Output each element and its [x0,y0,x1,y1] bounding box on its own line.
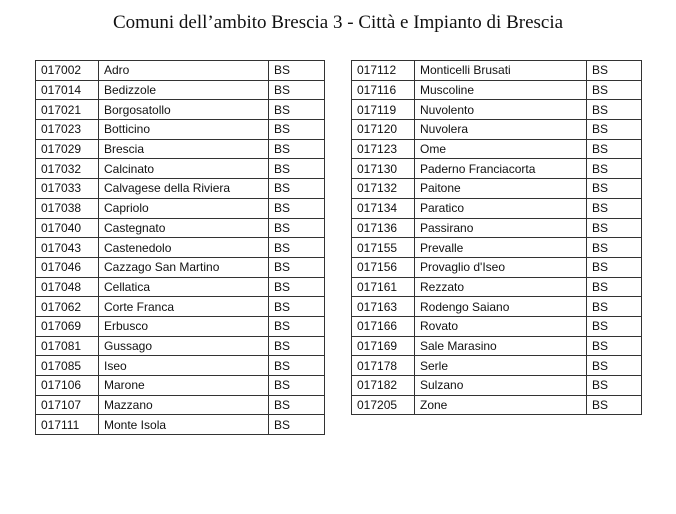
municipality-name-cell: Castenedolo [99,238,269,258]
municipality-name-cell: Ome [415,139,587,159]
istat-code-cell: 017033 [36,179,99,199]
table-row [352,238,642,258]
istat-code-cell: 017156 [352,257,415,277]
table-row [36,179,325,199]
province-cell: BS [269,100,325,120]
municipality-name-cell: Bedizzole [99,80,269,100]
province-cell: BS [587,139,642,159]
istat-code-cell: 017069 [36,316,99,336]
istat-code-cell: 017107 [36,395,99,415]
province-cell: BS [587,159,642,179]
municipality-name-cell: Rezzato [415,277,587,297]
province-cell: BS [587,336,642,356]
table-row [352,100,642,120]
istat-code-cell: 017111 [36,415,99,435]
istat-code-cell: 017119 [352,100,415,120]
istat-code-cell: 017116 [352,80,415,100]
istat-code-cell: 017032 [36,159,99,179]
province-cell: BS [587,179,642,199]
municipality-name-cell: Monticelli Brusati [415,61,587,81]
province-cell: BS [269,257,325,277]
province-cell: BS [269,80,325,100]
istat-code-cell: 017205 [352,395,415,415]
province-cell: BS [587,297,642,317]
province-cell: BS [587,120,642,140]
province-cell: BS [269,139,325,159]
table-row [352,356,642,376]
table-row [352,316,642,336]
istat-code-cell: 017166 [352,316,415,336]
document-title: Comuni dell’ambito Brescia 3 - Città e Impianto di Brescia [112,12,564,33]
province-cell: BS [587,80,642,100]
province-cell: BS [587,100,642,120]
province-cell: BS [587,61,642,81]
istat-code-cell: 017029 [36,139,99,159]
istat-code-cell: 017136 [352,218,415,238]
municipality-name-cell: Monte Isola [99,415,269,435]
table-row [352,159,642,179]
table-row [352,61,642,81]
municipality-name-cell: Iseo [99,356,269,376]
istat-code-cell: 017161 [352,277,415,297]
table-row [36,376,325,396]
istat-code-cell: 017046 [36,257,99,277]
municipality-name-cell: Serle [415,356,587,376]
table-row [36,238,325,258]
table-row [36,80,325,100]
province-cell: BS [269,218,325,238]
province-cell: BS [269,277,325,297]
province-cell: BS [269,120,325,140]
table-row [36,277,325,297]
istat-code-cell: 017038 [36,198,99,218]
table-row [36,61,325,81]
table-row [352,297,642,317]
municipality-name-cell: Paitone [415,179,587,199]
province-cell: BS [269,415,325,435]
table-row [36,218,325,238]
municipality-name-cell: Muscoline [415,80,587,100]
istat-code-cell: 017021 [36,100,99,120]
table-row [352,257,642,277]
table-row [36,415,325,435]
istat-code-cell: 017120 [352,120,415,140]
municipality-name-cell: Castegnato [99,218,269,238]
province-cell: BS [269,297,325,317]
province-cell: BS [269,238,325,258]
province-cell: BS [587,356,642,376]
istat-code-cell: 017043 [36,238,99,258]
municipality-name-cell: Marone [99,376,269,396]
province-cell: BS [587,257,642,277]
municipality-name-cell: Calcinato [99,159,269,179]
istat-code-cell: 017062 [36,297,99,317]
province-cell: BS [587,218,642,238]
municipality-name-cell: Paderno Franciacorta [415,159,587,179]
istat-code-cell: 017123 [352,139,415,159]
municipality-name-cell: Sulzano [415,376,587,396]
istat-code-cell: 017134 [352,198,415,218]
municipality-name-cell: Sale Marasino [415,336,587,356]
municipality-name-cell: Brescia [99,139,269,159]
istat-code-cell: 017178 [352,356,415,376]
table-row [352,120,642,140]
province-cell: BS [269,395,325,415]
table-row [36,395,325,415]
table-row [36,198,325,218]
istat-code-cell: 017023 [36,120,99,140]
istat-code-cell: 017182 [352,376,415,396]
municipality-name-cell: Provaglio d'Iseo [415,257,587,277]
province-cell: BS [587,277,642,297]
municipality-name-cell: Gussago [99,336,269,356]
table-row [36,356,325,376]
table-row [36,120,325,140]
municipality-name-cell: Borgosatollo [99,100,269,120]
municipality-name-cell: Botticino [99,120,269,140]
province-cell: BS [269,316,325,336]
province-cell: BS [269,159,325,179]
table-row [36,100,325,120]
municipality-name-cell: Prevalle [415,238,587,258]
istat-code-cell: 017014 [36,80,99,100]
municipality-name-cell: Nuvolera [415,120,587,140]
municipality-name-cell: Rovato [415,316,587,336]
province-cell: BS [269,356,325,376]
istat-code-cell: 017106 [36,376,99,396]
table-row [36,159,325,179]
municipality-name-cell: Paratico [415,198,587,218]
istat-code-cell: 017169 [352,336,415,356]
municipality-name-cell: Mazzano [99,395,269,415]
istat-code-cell: 017040 [36,218,99,238]
table-row [36,297,325,317]
table-row [36,139,325,159]
municipality-name-cell: Calvagese della Riviera [99,179,269,199]
province-cell: BS [269,198,325,218]
table-row [352,218,642,238]
istat-code-cell: 017155 [352,238,415,258]
istat-code-cell: 017085 [36,356,99,376]
municipality-name-cell: Capriolo [99,198,269,218]
table-row [352,198,642,218]
municipality-name-cell: Adro [99,61,269,81]
municipality-name-cell: Cellatica [99,277,269,297]
table-row [352,179,642,199]
province-cell: BS [269,61,325,81]
table-row [352,395,642,415]
municipality-name-cell: Cazzago San Martino [99,257,269,277]
municipality-name-cell: Corte Franca [99,297,269,317]
table-row [352,336,642,356]
istat-code-cell: 017002 [36,61,99,81]
province-cell: BS [587,376,642,396]
table-row [352,139,642,159]
province-cell: BS [269,376,325,396]
municipality-name-cell: Passirano [415,218,587,238]
istat-code-cell: 017081 [36,336,99,356]
province-cell: BS [269,336,325,356]
table-row [36,257,325,277]
province-cell: BS [587,238,642,258]
province-cell: BS [587,198,642,218]
municipality-name-cell: Erbusco [99,316,269,336]
table-row [352,277,642,297]
municipality-table-left [35,60,325,435]
municipality-name-cell: Zone [415,395,587,415]
table-row [352,80,642,100]
istat-code-cell: 017130 [352,159,415,179]
istat-code-cell: 017048 [36,277,99,297]
istat-code-cell: 017112 [352,61,415,81]
table-row [36,336,325,356]
province-cell: BS [269,179,325,199]
municipality-name-cell: Nuvolento [415,100,587,120]
table-row [36,316,325,336]
municipality-table-right [351,60,642,415]
province-cell: BS [587,316,642,336]
province-cell: BS [587,395,642,415]
municipality-name-cell: Rodengo Saiano [415,297,587,317]
istat-code-cell: 017163 [352,297,415,317]
istat-code-cell: 017132 [352,179,415,199]
table-row [352,376,642,396]
